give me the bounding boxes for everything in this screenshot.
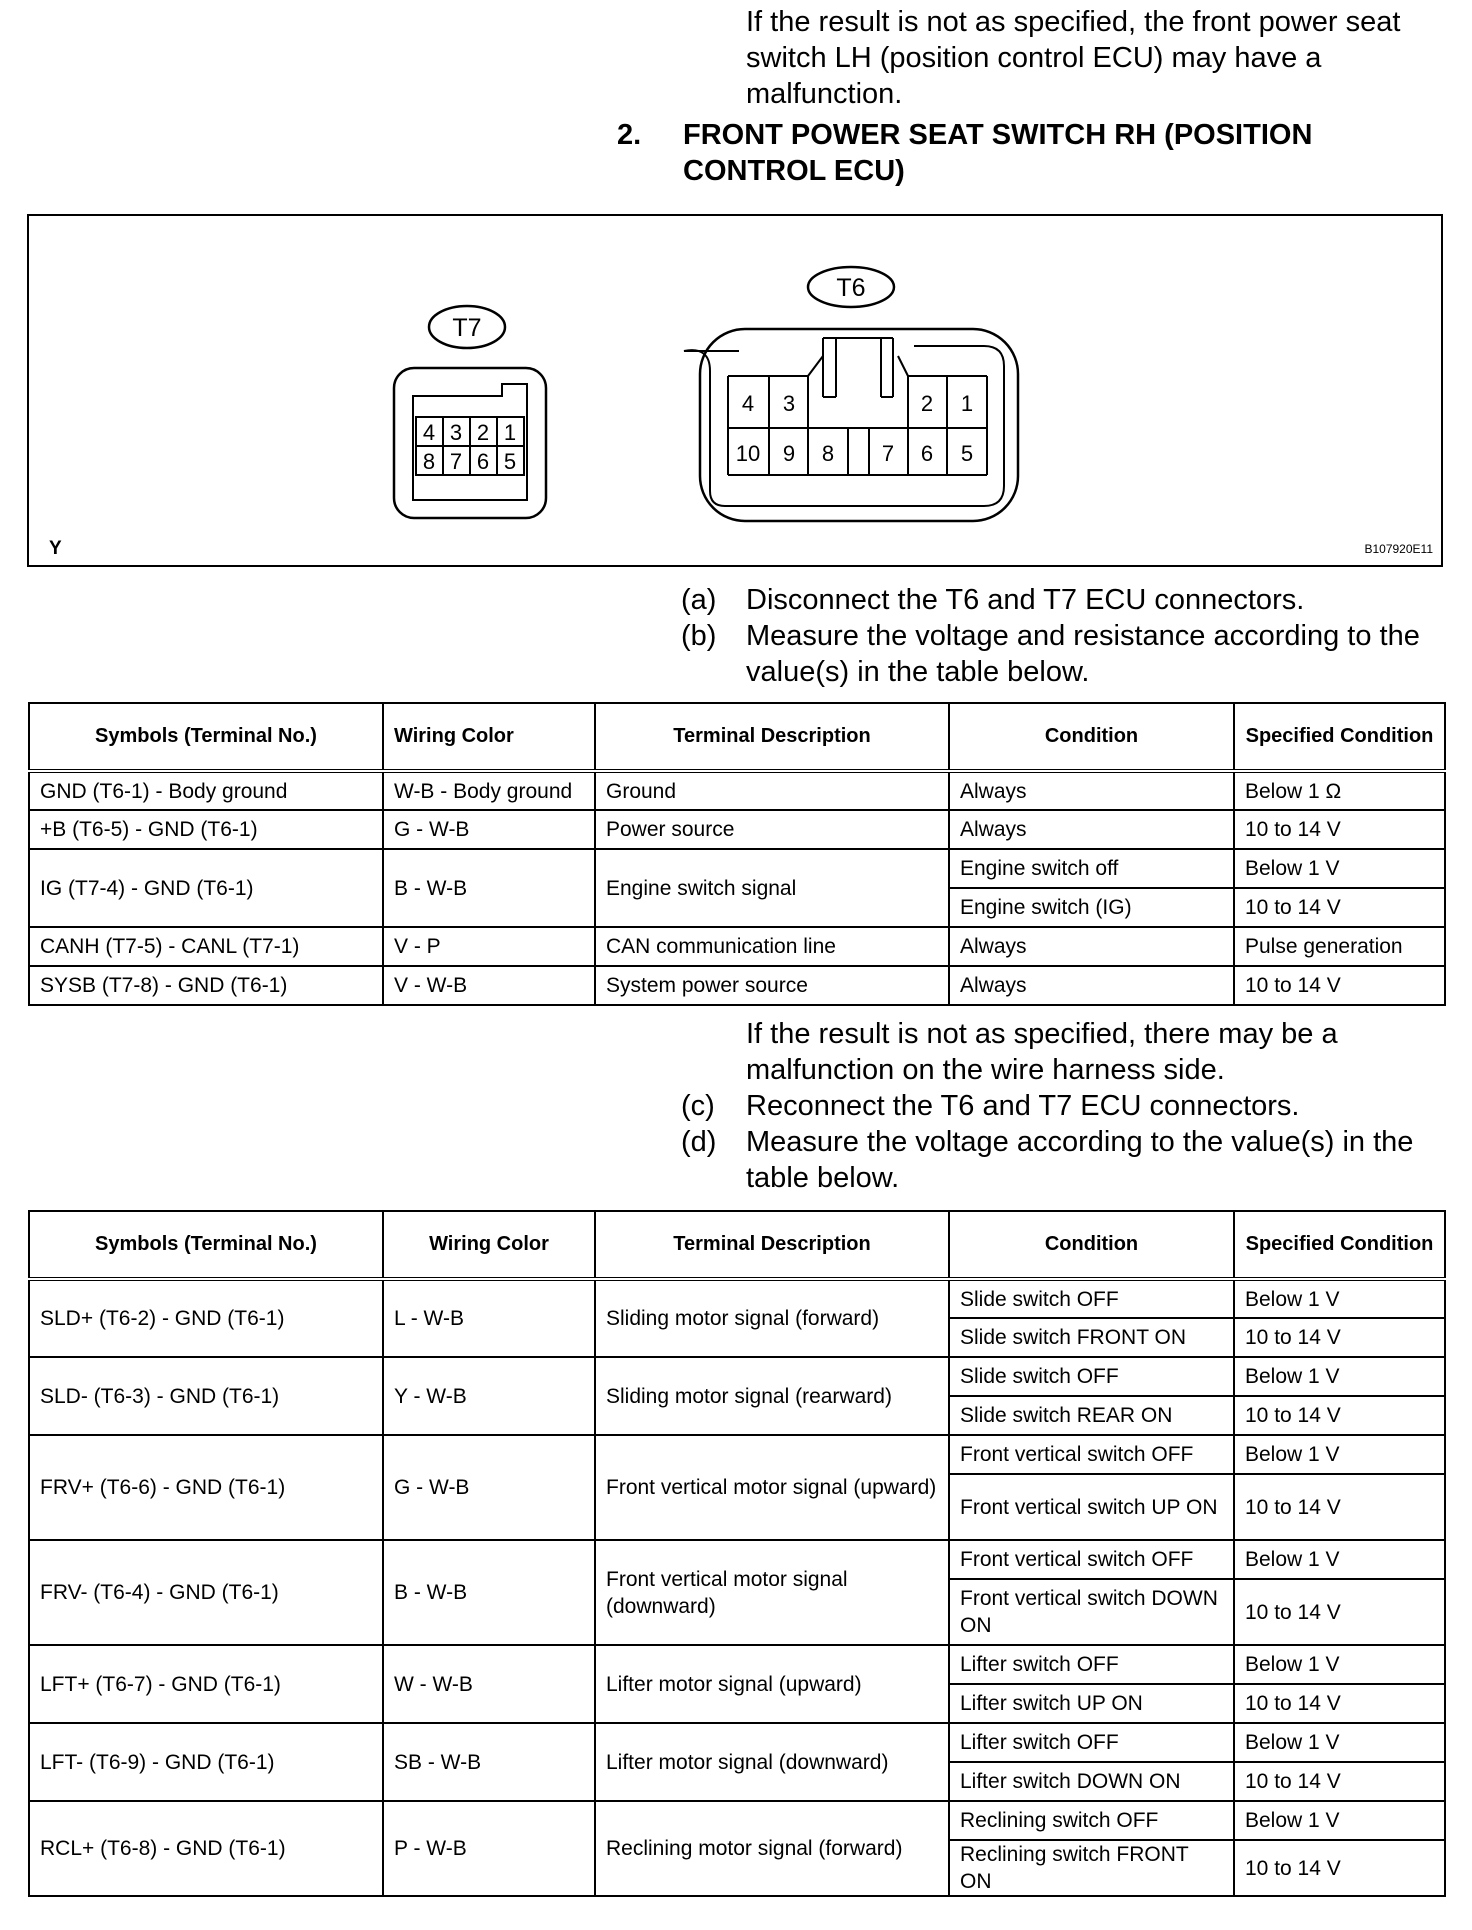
cell-symbols: RCL+ (T6-8) - GND (T6-1) xyxy=(29,1801,383,1896)
t6-housing xyxy=(700,329,1018,521)
t7-label: T7 xyxy=(452,314,482,342)
connector-drawing xyxy=(29,216,1441,565)
step-label: (b) xyxy=(681,620,717,652)
cell-condition: Slide switch OFF xyxy=(949,1279,1234,1318)
step-text: Disconnect the T6 and T7 ECU connectors. xyxy=(746,584,1305,616)
cell-spec: 10 to 14 V xyxy=(1234,1840,1445,1896)
cell-spec: 10 to 14 V xyxy=(1234,1318,1445,1357)
t6-pin: 3 xyxy=(782,391,796,416)
cell-condition: Reclining switch FRONT ON xyxy=(949,1840,1234,1896)
t6-pin: 5 xyxy=(960,441,974,466)
cell-condition: Engine switch off xyxy=(949,849,1234,888)
table-row xyxy=(29,849,1445,888)
table-row xyxy=(29,1357,1445,1396)
t6-label: T6 xyxy=(836,274,866,302)
cell-wiring: SB - W-B xyxy=(383,1723,595,1801)
cell-wiring: V - P xyxy=(383,927,595,966)
cell-wiring: V - W-B xyxy=(383,966,595,1005)
cell-spec: Below 1 V xyxy=(1234,1645,1445,1684)
cell-condition: Lifter switch UP ON xyxy=(949,1684,1234,1723)
t7-pin: 8 xyxy=(422,449,436,474)
cell-spec: Below 1 V xyxy=(1234,849,1445,888)
t7-pin: 6 xyxy=(476,449,490,474)
t6-pin: 7 xyxy=(881,441,895,466)
table-row xyxy=(29,1279,1445,1318)
cell-symbols: SLD+ (T6-2) - GND (T6-1) xyxy=(29,1279,383,1357)
cell-symbols: LFT- (T6-9) - GND (T6-1) xyxy=(29,1723,383,1801)
column-header: Wiring Color xyxy=(383,703,595,771)
step-label: (d) xyxy=(681,1126,717,1158)
t6-inner xyxy=(684,346,1004,506)
t6-pin: 10 xyxy=(735,441,761,466)
connector-diagram xyxy=(27,214,1443,567)
cell-spec: Below 1 V xyxy=(1234,1279,1445,1318)
cell-description: Ground xyxy=(595,771,949,810)
cell-spec: Below 1 V xyxy=(1234,1801,1445,1840)
cell-description: Reclining motor signal (forward) xyxy=(595,1801,949,1896)
column-header: Terminal Description xyxy=(595,1211,949,1279)
cell-condition: Front vertical switch OFF xyxy=(949,1435,1234,1474)
cell-condition: Front vertical switch OFF xyxy=(949,1540,1234,1579)
cell-wiring: W-B - Body ground xyxy=(383,771,595,810)
t6-pin: 6 xyxy=(920,441,934,466)
t6-pin: 2 xyxy=(920,391,934,416)
cell-wiring: G - W-B xyxy=(383,1435,595,1540)
cell-wiring: L - W-B xyxy=(383,1279,595,1357)
step-label: (a) xyxy=(681,584,717,616)
t6-pin: 4 xyxy=(741,391,755,416)
cell-symbols: +B (T6-5) - GND (T6-1) xyxy=(29,810,383,849)
cell-description: Sliding motor signal (rearward) xyxy=(595,1357,949,1435)
column-header: Condition xyxy=(949,1211,1234,1279)
t6-pin: 8 xyxy=(821,441,835,466)
cell-wiring: P - W-B xyxy=(383,1801,595,1896)
step-label: (c) xyxy=(681,1090,715,1122)
column-header: Symbols (Terminal No.) xyxy=(29,1211,383,1279)
cell-wiring: W - W-B xyxy=(383,1645,595,1723)
cell-symbols: FRV- (T6-4) - GND (T6-1) xyxy=(29,1540,383,1645)
cell-spec: 10 to 14 V xyxy=(1234,1579,1445,1645)
cell-condition: Always xyxy=(949,966,1234,1005)
cell-condition: Lifter switch OFF xyxy=(949,1645,1234,1684)
cell-spec: 10 to 14 V xyxy=(1234,888,1445,927)
cell-spec: 10 to 14 V xyxy=(1234,1684,1445,1723)
step-text: Measure the voltage and resistance according to the value(s) in the table below. xyxy=(746,620,1420,688)
table-row xyxy=(29,1645,1445,1684)
step-text: Measure the voltage according to the value(s) in the table below. xyxy=(746,1126,1414,1194)
voltage-table xyxy=(28,1210,1446,1897)
t6-pin: 1 xyxy=(960,391,974,416)
cell-wiring: B - W-B xyxy=(383,1540,595,1645)
cell-symbols: GND (T6-1) - Body ground xyxy=(29,771,383,810)
cell-spec: Below 1 V xyxy=(1234,1540,1445,1579)
cell-symbols: IG (T7-4) - GND (T6-1) xyxy=(29,849,383,927)
table-row xyxy=(29,1435,1445,1474)
cell-symbols: SLD- (T6-3) - GND (T6-1) xyxy=(29,1357,383,1435)
column-header: Symbols (Terminal No.) xyxy=(29,703,383,771)
table-row xyxy=(29,1801,1445,1840)
column-header: Terminal Description xyxy=(595,703,949,771)
cell-condition: Always xyxy=(949,771,1234,810)
cell-spec: Below 1 Ω xyxy=(1234,771,1445,810)
cell-spec: Below 1 V xyxy=(1234,1435,1445,1474)
cell-description: Lifter motor signal (upward) xyxy=(595,1645,949,1723)
t6-pin: 9 xyxy=(782,441,796,466)
cell-description: Engine switch signal xyxy=(595,849,949,927)
cell-condition: Always xyxy=(949,810,1234,849)
cell-spec: 10 to 14 V xyxy=(1234,1762,1445,1801)
t7-pin: 5 xyxy=(503,449,517,474)
cell-symbols: SYSB (T7-8) - GND (T6-1) xyxy=(29,966,383,1005)
cell-condition: Front vertical switch DOWN ON xyxy=(949,1579,1234,1645)
cell-spec: 10 to 14 V xyxy=(1234,810,1445,849)
cell-description: Front vertical motor signal (upward) xyxy=(595,1435,949,1540)
cell-condition: Lifter switch DOWN ON xyxy=(949,1762,1234,1801)
cell-description: Front vertical motor signal (downward) xyxy=(595,1540,949,1645)
section-number: 2. xyxy=(617,119,642,151)
middle-note: If the result is not as specified, there may be a malfunction on the wire harness side. xyxy=(746,1018,1338,1086)
cell-description: CAN communication line xyxy=(595,927,949,966)
cell-symbols: FRV+ (T6-6) - GND (T6-1) xyxy=(29,1435,383,1540)
cell-spec: 10 to 14 V xyxy=(1234,1396,1445,1435)
cell-spec: 10 to 14 V xyxy=(1234,1474,1445,1540)
cell-spec: Pulse generation xyxy=(1234,927,1445,966)
t7-pin: 7 xyxy=(449,449,463,474)
cell-condition: Front vertical switch UP ON xyxy=(949,1474,1234,1540)
diagram-corner-label: Y xyxy=(49,538,62,559)
t7-pin: 4 xyxy=(422,420,436,445)
cell-spec: Below 1 V xyxy=(1234,1357,1445,1396)
cell-condition: Engine switch (IG) xyxy=(949,888,1234,927)
table-row xyxy=(29,1723,1445,1762)
cell-description: System power source xyxy=(595,966,949,1005)
step-text: Reconnect the T6 and T7 ECU connectors. xyxy=(746,1090,1300,1122)
t7-pin: 1 xyxy=(503,420,517,445)
t7-pin: 3 xyxy=(449,420,463,445)
column-header: Specified Condition xyxy=(1234,1211,1445,1279)
cell-description: Power source xyxy=(595,810,949,849)
table-row xyxy=(29,966,1445,1005)
cell-symbols: CANH (T7-5) - CANL (T7-1) xyxy=(29,927,383,966)
cell-condition: Always xyxy=(949,927,1234,966)
voltage-resistance-table xyxy=(28,702,1446,1006)
cell-condition: Lifter switch OFF xyxy=(949,1723,1234,1762)
cell-wiring: G - W-B xyxy=(383,810,595,849)
cell-description: Sliding motor signal (forward) xyxy=(595,1279,949,1357)
table-row xyxy=(29,1540,1445,1579)
cell-wiring: B - W-B xyxy=(383,849,595,927)
cell-wiring: Y - W-B xyxy=(383,1357,595,1435)
cell-spec: Below 1 V xyxy=(1234,1723,1445,1762)
cell-spec: 10 to 14 V xyxy=(1234,966,1445,1005)
cell-description: Lifter motor signal (downward) xyxy=(595,1723,949,1801)
table-row xyxy=(29,927,1445,966)
column-header: Specified Condition xyxy=(1234,703,1445,771)
cell-condition: Slide switch REAR ON xyxy=(949,1396,1234,1435)
section-title: FRONT POWER SEAT SWITCH RH (POSITION CONTROL ECU) xyxy=(683,119,1313,187)
t7-pin: 2 xyxy=(476,420,490,445)
column-header: Wiring Color xyxy=(383,1211,595,1279)
table-row xyxy=(29,810,1445,849)
diagram-code: B107920E11 xyxy=(1364,542,1433,556)
intro-note: If the result is not as specified, the front power seat switch LH (position control ECU) may have a malfunction. xyxy=(746,6,1401,110)
table-row xyxy=(29,771,1445,810)
cell-symbols: LFT+ (T6-7) - GND (T6-1) xyxy=(29,1645,383,1723)
cell-condition: Slide switch OFF xyxy=(949,1357,1234,1396)
cell-condition: Reclining switch OFF xyxy=(949,1801,1234,1840)
column-header: Condition xyxy=(949,703,1234,771)
cell-condition: Slide switch FRONT ON xyxy=(949,1318,1234,1357)
